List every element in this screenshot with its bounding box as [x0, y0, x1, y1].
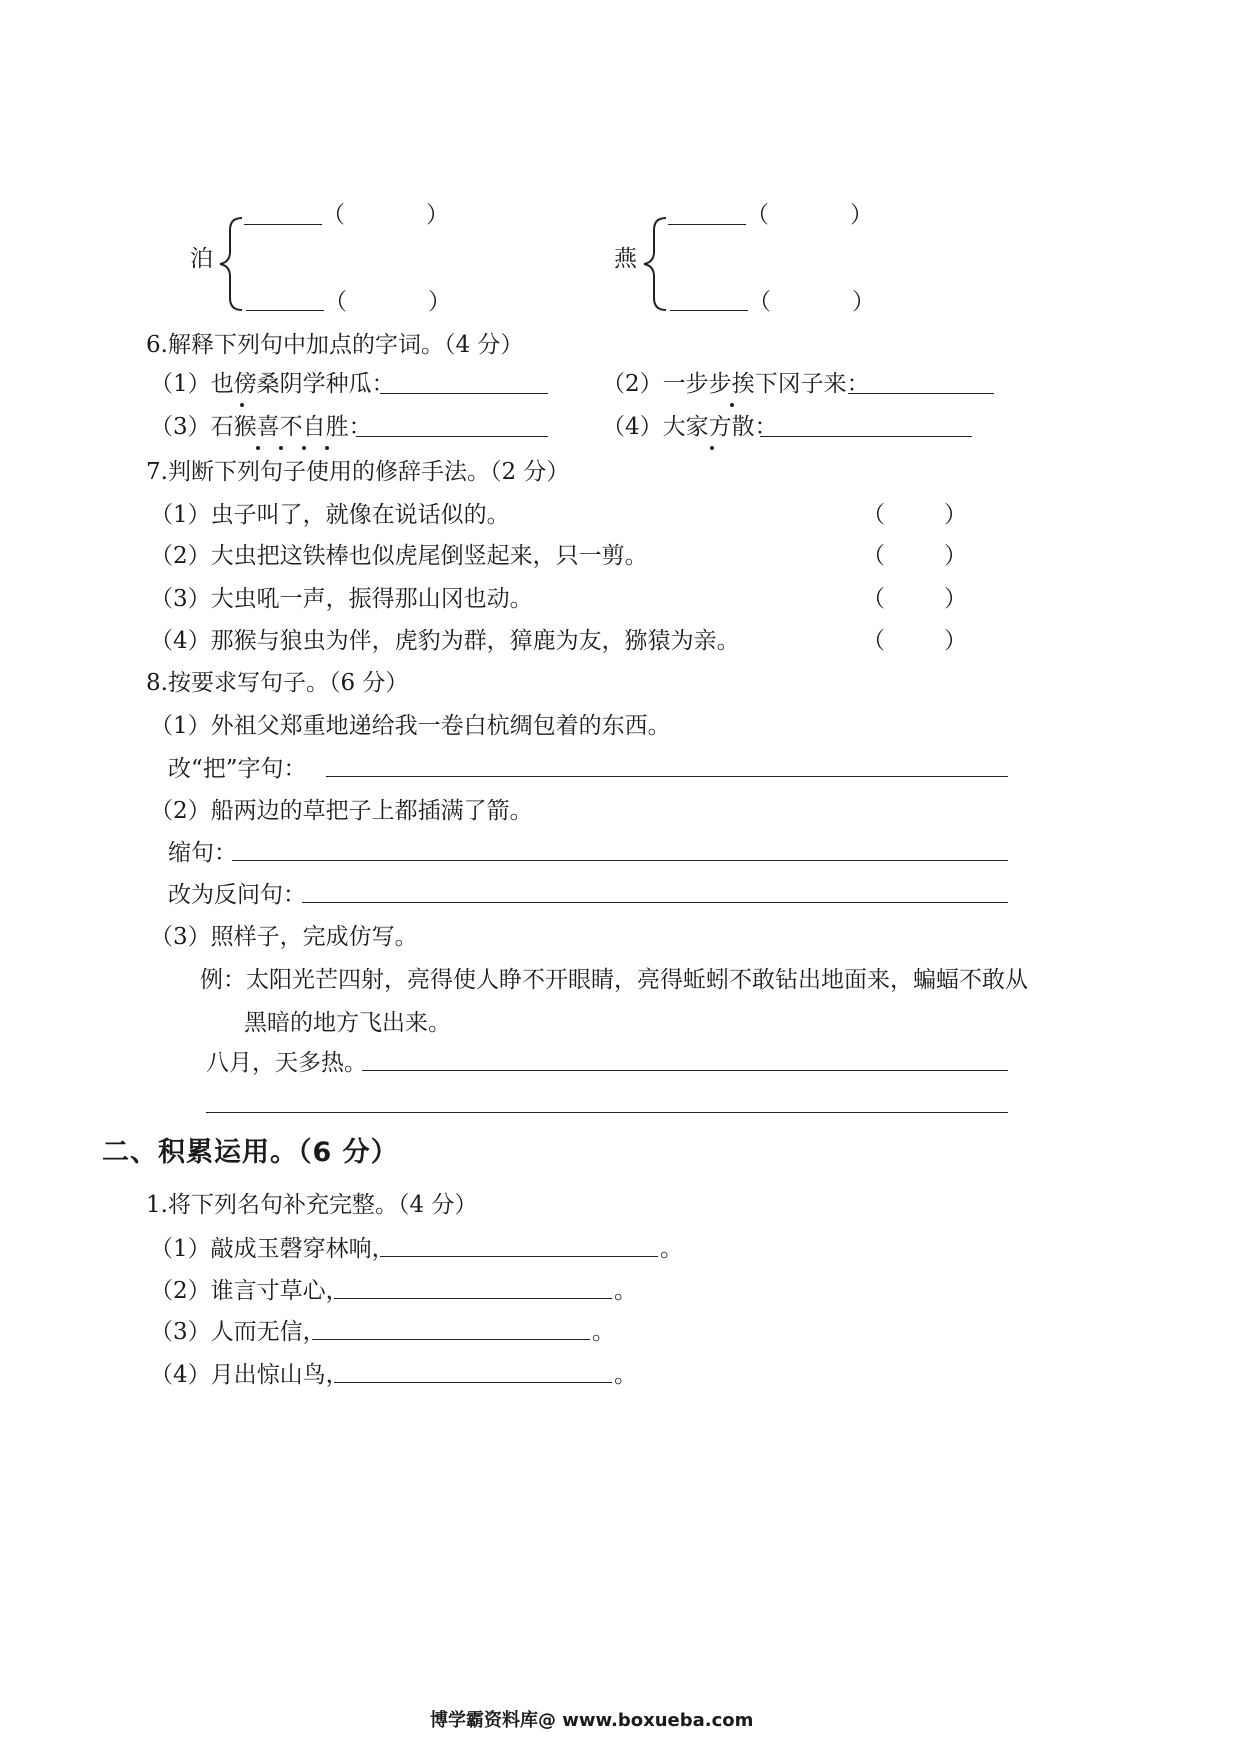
q6-answer-2[interactable]: [848, 393, 994, 394]
q8-sentence-3: （3）照样子，完成仿写。: [150, 924, 418, 950]
q6-item-2: （2）一步步挨下冈子来：: [602, 371, 870, 397]
q8-answer-rhetorical[interactable]: [302, 902, 1008, 903]
emphasis-dot: [240, 403, 244, 407]
q7-answer-1[interactable]: [890, 526, 946, 527]
paren-close: ）: [852, 289, 875, 315]
paren-close: ）: [944, 586, 967, 612]
q8-sentence-2: （2）船两边的草把子上都插满了箭。: [150, 798, 533, 824]
emphasis-dot: [325, 446, 329, 450]
quote-end-2: 。: [614, 1278, 637, 1304]
quote-answer-2[interactable]: [334, 1298, 612, 1299]
answer-blank[interactable]: [670, 310, 748, 311]
answer-blank[interactable]: [668, 224, 746, 225]
paren-open: （: [322, 202, 345, 228]
footer-watermark: 博学霸资料库@ www.boxueba.com: [430, 1710, 754, 1731]
q8-answer-shorten[interactable]: [232, 860, 1008, 861]
q8-sentence-1: （1）外祖父郑重地递给我一卷白杭绸包着的东西。: [150, 713, 671, 739]
q7-title: 7.判断下列句子使用的修辞手法。（2 分）: [146, 459, 570, 485]
paren-close: ）: [944, 502, 967, 528]
q6-answer-1[interactable]: [380, 393, 548, 394]
q6-item-1: （1）也傍桑阴学种瓜：: [150, 371, 395, 397]
paren-open: （: [746, 202, 769, 228]
paren-open: （: [862, 586, 885, 612]
quote-answer-4[interactable]: [334, 1382, 612, 1383]
quote-item-1: （1）敲成玉磬穿林响，: [150, 1236, 395, 1262]
paren-open: （: [862, 628, 885, 654]
q8-example-line-2: 黑暗的地方飞出来。: [244, 1010, 451, 1036]
q6-item-3: （3）石猴喜不自胜：: [150, 414, 372, 440]
q7-item-3: （3）大虫吼一声，振得那山冈也动。: [150, 586, 533, 612]
quote-answer-3[interactable]: [312, 1339, 590, 1340]
q6-item-4: （4）大家方散：: [602, 414, 778, 440]
q8-answer-ba[interactable]: [326, 776, 1008, 777]
left-brace-icon: [214, 216, 244, 312]
quote-item-3: （3）人而无信，: [150, 1319, 326, 1345]
paren-close: ）: [850, 202, 873, 228]
answer-blank[interactable]: [244, 224, 322, 225]
quote-item-4: （4）月出惊山鸟，: [150, 1362, 349, 1388]
q8-imitation-start: 八月，天多热。: [206, 1050, 367, 1076]
section-2-title: 二、积累运用。（6 分）: [102, 1137, 399, 1168]
answer-blank[interactable]: [246, 310, 324, 311]
section-2-q1-title: 1.将下列名句补充完整。（4 分）: [146, 1192, 478, 1218]
paren-close: ）: [428, 289, 451, 315]
q7-answer-4[interactable]: [890, 652, 946, 653]
polyphone-char: 泊: [190, 246, 213, 272]
quote-end-3: 。: [592, 1319, 615, 1345]
quote-end-1: 。: [660, 1236, 683, 1262]
q8-task-ba: 改“把”字句：: [168, 756, 307, 782]
q6-answer-3[interactable]: [356, 436, 548, 437]
paren-close: ）: [944, 543, 967, 569]
q6-title: 6.解释下列句中加点的字词。（4 分）: [146, 332, 524, 358]
emphasis-dot: [302, 446, 306, 450]
q7-item-4: （4）那猴与狼虫为伴，虎豹为群，獐鹿为友，猕猿为亲。: [150, 628, 740, 654]
polyphone-char: 燕: [614, 246, 637, 272]
emphasis-dot: [256, 446, 260, 450]
paren-open: （: [748, 289, 771, 315]
q8-task-rhetorical: 改为反问句：: [168, 882, 306, 908]
quote-answer-1[interactable]: [380, 1256, 658, 1257]
paren-close: ）: [426, 202, 449, 228]
q8-answer-imitation-2[interactable]: [206, 1112, 1008, 1113]
quote-end-4: 。: [614, 1362, 637, 1388]
q6-answer-4[interactable]: [760, 436, 972, 437]
q8-title: 8.按要求写句子。（6 分）: [146, 670, 409, 696]
q7-answer-2[interactable]: [890, 567, 946, 568]
paren-open: （: [324, 289, 347, 315]
emphasis-dot: [730, 403, 734, 407]
paren-open: （: [862, 543, 885, 569]
left-brace-icon: [638, 216, 668, 312]
paren-close: ）: [944, 628, 967, 654]
q8-task-shorten: 缩句：: [168, 840, 237, 866]
q7-answer-3[interactable]: [890, 610, 946, 611]
emphasis-dot: [710, 446, 714, 450]
quote-item-2: （2）谁言寸草心，: [150, 1278, 349, 1304]
emphasis-dot: [279, 446, 283, 450]
paren-open: （: [862, 502, 885, 528]
q8-answer-imitation-1[interactable]: [362, 1070, 1008, 1071]
q8-example-line-1: 例：太阳光芒四射，亮得使人睁不开眼睛，亮得蚯蚓不敢钻出地面来，蝙蝠不敢从: [200, 967, 1028, 993]
q7-item-2: （2）大虫把这铁棒也似虎尾倒竖起来，只一剪。: [150, 543, 648, 569]
q7-item-1: （1）虫子叫了，就像在说话似的。: [150, 502, 510, 528]
